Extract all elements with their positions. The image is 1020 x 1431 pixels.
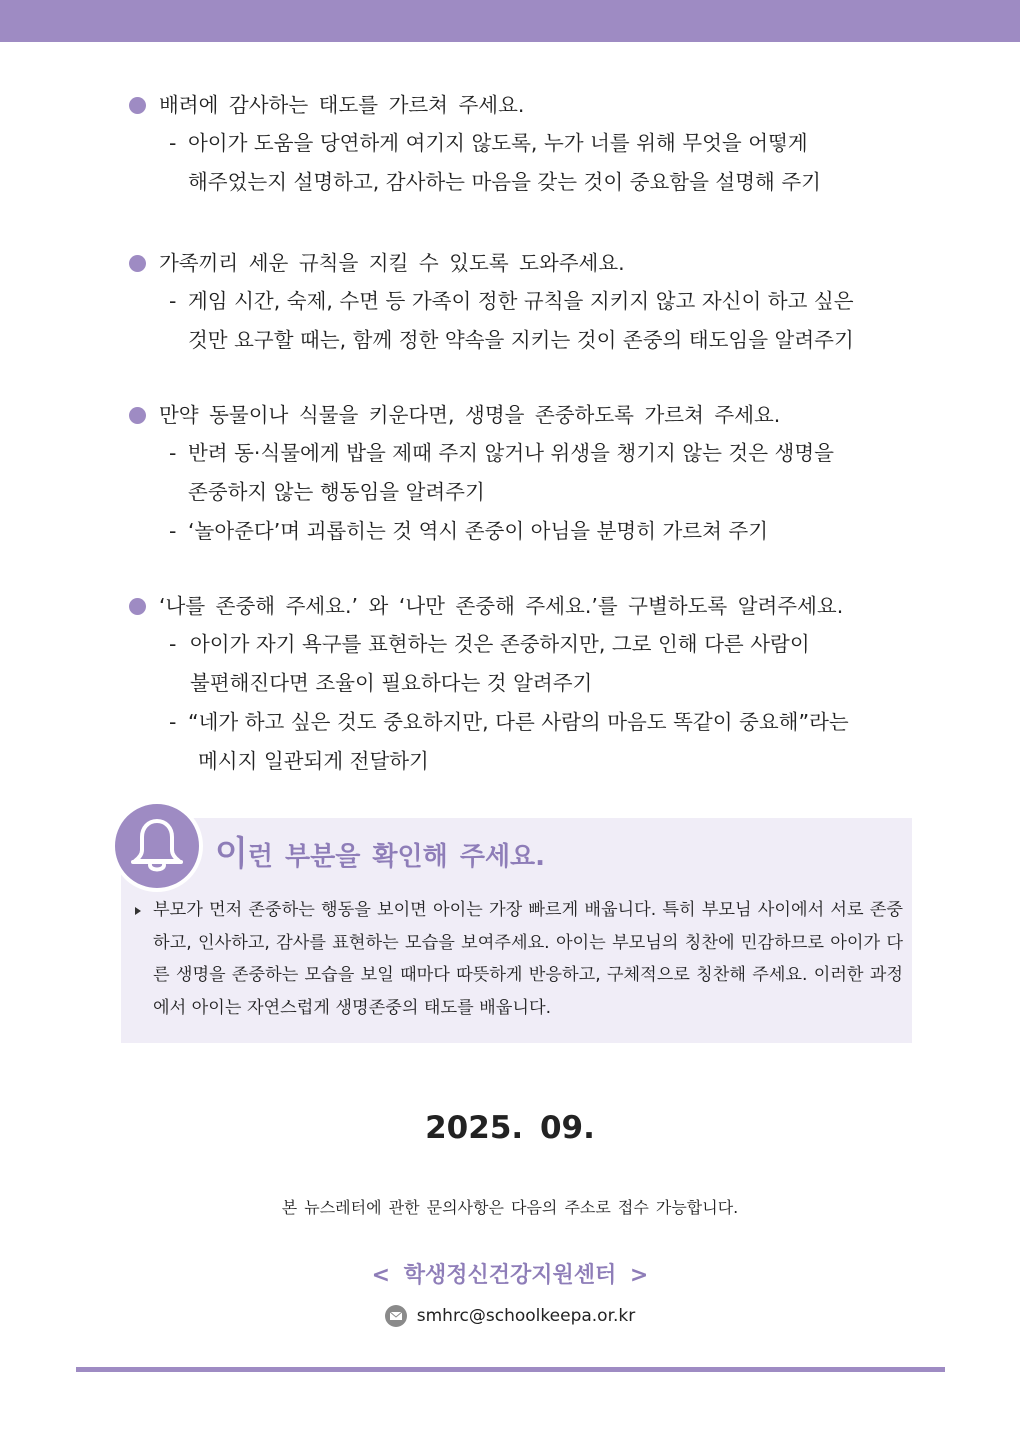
sub-item: - “네가 하고 싶은 것도 중요하지만, 다른 사람의 마음도 똑같이 중요해”라는 메시지 일관되게 전달하기 [169, 710, 849, 773]
section [128, 587, 918, 781]
main-content [128, 86, 918, 817]
triangle-bullet-icon [135, 907, 141, 915]
section [128, 396, 918, 551]
email-link[interactable]: smhrc@schoolkeepa.or.kr [416, 1306, 636, 1326]
section [128, 86, 918, 202]
section-title: 만약 동물이나 식물을 키운다면, 생명을 존중하도록 가르쳐 주세요. [128, 396, 918, 434]
notice-title: 이런 부분을 확인해 주세요. [215, 834, 546, 874]
bullet-dot-icon [129, 255, 146, 272]
sub-item: - 반려 동·식물에게 밥을 제때 주지 않거나 위생을 챙기지 않는 것은 생명을 존중하지 않는 행동임을 알려주기 [169, 441, 834, 504]
bullet-dot-icon [129, 97, 146, 114]
bottom-divider [76, 1367, 945, 1372]
sub-item: - 아이가 도움을 당연하게 여기지 않도록, 누가 너를 위해 무엇을 어떻게 해주었는지 설명하고, 감사하는 마음을 갖는 것이 중요함을 설명해 주기 [169, 131, 821, 194]
sub-item: - 아이가 자기 욕구를 표현하는 것은 존중하지만, 그로 인해 다른 사람이 불편해진다면 조율이 필요하다는 것 알려주기 [169, 632, 810, 695]
bullet-dot-icon [129, 407, 146, 424]
mail-icon [385, 1305, 407, 1327]
bullet-dot-icon [129, 598, 146, 615]
sub-item: - ‘놀아준다’며 괴롭히는 것 역시 존중이 아님을 분명히 가르쳐 주기 [169, 519, 769, 543]
section-title: 배려에 감사하는 태도를 가르쳐 주세요. [128, 86, 918, 124]
center-name: < 학생정신건강지원센터 > [371, 1263, 649, 1288]
sub-item: - 게임 시간, 숙제, 수면 등 가족이 정한 규칙을 지키지 않고 자신이 하고 싶은 것만 요구할 때는, 함께 정한 약속을 지키는 것이 존중의 태도임을 알려주기 [169, 289, 854, 352]
email-row [0, 1305, 1020, 1327]
inquiry-note: 본 뉴스레터에 관한 문의사항은 다음의 주소로 접수 가능합니다. [281, 1198, 739, 1217]
issue-date: 2025. 09. [425, 1110, 595, 1146]
section [128, 244, 918, 360]
top-banner [0, 0, 1020, 42]
section-title: 가족끼리 세운 규칙을 지킬 수 있도록 도와주세요. [128, 244, 918, 282]
bell-icon [111, 800, 203, 892]
notice-text: 부모가 먼저 존중하는 행동을 보이면 아이는 가장 빠르게 배웁니다. 특히 부모님 사이에서 서로 존중하고, 인사하고, 감사를 표현하는 모습을 보여주세요. 아이는 부모님의 칭찬에 민감하므로 아이가 다른 생명을 존중하는 모습을 보일 때마다 따뜻하게 반응하고, 구체적으로 칭찬해 주세요. 이러한 과정에서 아이는 자연스럽게 생명존중의 태도를 배웁니다. [135, 894, 903, 1024]
section-title: ‘나를 존중해 주세요.’ 와 ‘나만 존중해 주세요.’를 구별하도록 알려주세요. [128, 587, 918, 625]
